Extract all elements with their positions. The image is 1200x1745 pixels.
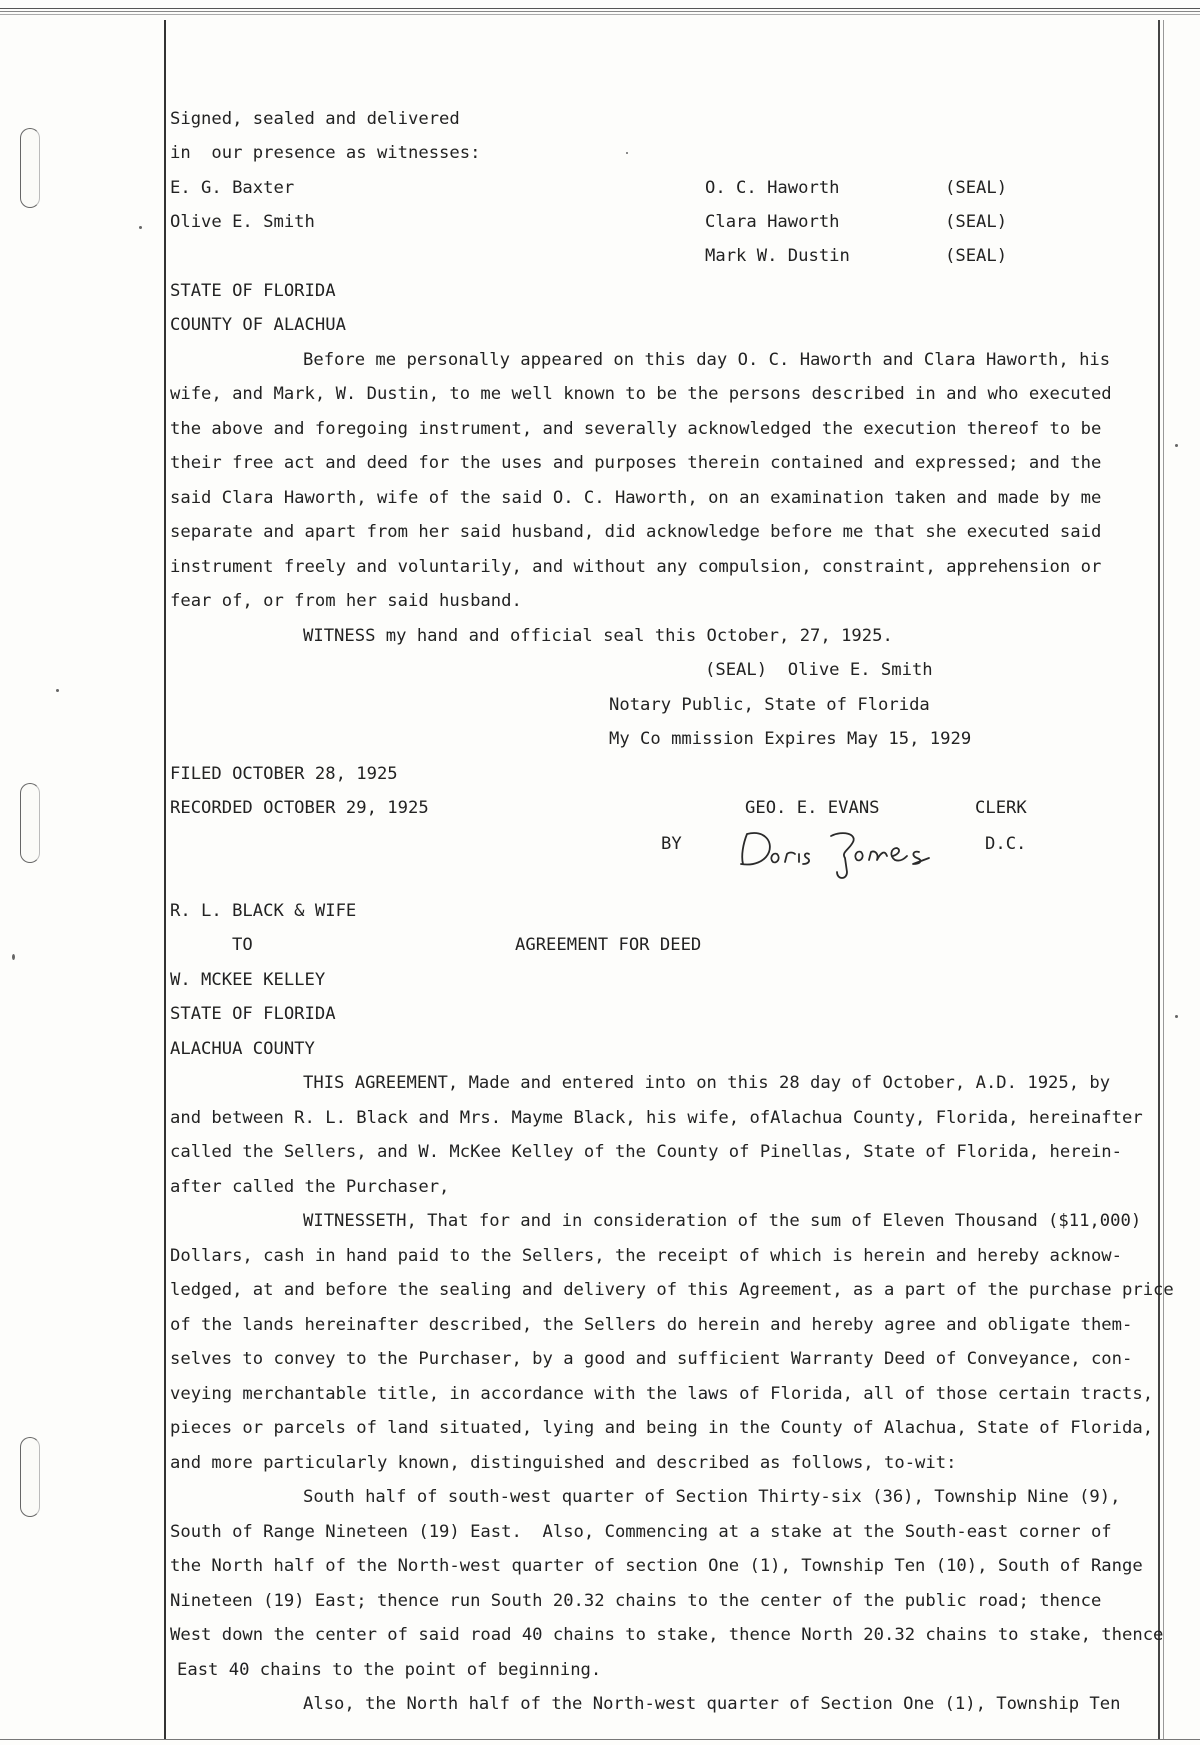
binder-hole	[20, 783, 40, 863]
venue-county: COUNTY OF ALACHUA	[170, 315, 346, 335]
binder-hole	[20, 128, 40, 208]
scan-speck	[139, 226, 142, 229]
left-margin-rule	[164, 20, 166, 1740]
filed-date: FILED OCTOBER 28, 1925	[170, 764, 398, 784]
signer-name: O. C. Haworth	[705, 178, 840, 198]
agreement-line: and more particularly known, distinguished and described as follows, to-wit:	[170, 1453, 957, 1473]
agreement-line: of the lands hereinafter described, the Sellers do herein and hereby agree and obligate them-	[170, 1315, 1133, 1335]
witness-name: Olive E. Smith	[170, 212, 315, 232]
bottom-border-rule	[0, 1739, 1200, 1740]
clerk-title: CLERK	[975, 798, 1027, 818]
signer-name: Clara Haworth	[705, 212, 840, 232]
acknowledgment-line: wife, and Mark, W. Dustin, to me well known to be the persons described in and who executed	[170, 384, 1112, 404]
notary-name: (SEAL) Olive E. Smith	[705, 660, 933, 680]
scan-speck	[626, 152, 628, 154]
scan-speck	[12, 954, 15, 960]
grantor-party: R. L. BLACK & WIFE	[170, 901, 357, 921]
witness-name: E. G. Baxter	[170, 178, 295, 198]
grantee-party: W. MCKEE KELLEY	[170, 970, 326, 990]
right-margin-rule	[1158, 20, 1160, 1740]
witness-intro-line: Signed, sealed and delivered	[170, 109, 460, 129]
by-label: BY	[661, 834, 682, 854]
top-border-rule	[0, 11, 1200, 12]
agreement-line: Dollars, cash in hand paid to the Sellers, the receipt of which is herein and hereby acknow-	[170, 1246, 1122, 1266]
agreement-line: after called the Purchaser,	[170, 1177, 450, 1197]
agreement-line: selves to convey to the Purchaser, by a good and sufficient Warranty Deed of Conveyance, con-	[170, 1349, 1133, 1369]
agreement-line: THIS AGREEMENT, Made and entered into on this 28 day of October, A.D. 1925, by	[303, 1073, 1111, 1093]
seal-mark: (SEAL)	[945, 178, 1008, 198]
deputy-clerk-signature	[733, 822, 963, 882]
seal-mark: (SEAL)	[945, 246, 1008, 266]
notary-commission: My Co mmission Expires May 15, 1929	[609, 729, 972, 749]
agreement-line: veying merchantable title, in accordance with the laws of Florida, all of those certain tracts,	[170, 1384, 1154, 1404]
acknowledgment-line: their free act and deed for the uses and purposes therein contained and expressed; and the	[170, 453, 1102, 473]
legal-description-line: South of Range Nineteen (19) East. Also, Commencing at a stake at the South-east corner of	[170, 1522, 1112, 1542]
witness-intro-line: in our presence as witnesses:	[170, 143, 481, 163]
legal-description-line: East 40 chains to the point of beginning.	[177, 1660, 602, 1680]
top-border-rule	[0, 14, 1200, 15]
legal-description-line: Nineteen (19) East; thence run South 20.32 chains to the center of the public road; thence	[170, 1591, 1102, 1611]
top-border-rule	[0, 8, 1200, 9]
acknowledgment-line: Before me personally appeared on this day O. C. Haworth and Clara Haworth, his	[303, 350, 1111, 370]
notary-witness-line: WITNESS my hand and official seal this October, 27, 1925.	[303, 626, 893, 646]
legal-description-line: the North half of the North-west quarter of section One (1), Township Ten (10), South of Range	[170, 1556, 1143, 1576]
acknowledgment-line: instrument freely and voluntarily, and without any compulsion, constraint, apprehension or	[170, 557, 1102, 577]
deputy-clerk-title: D.C.	[985, 834, 1027, 854]
scan-speck	[1175, 444, 1178, 447]
scan-speck	[56, 689, 59, 692]
venue-county: ALACHUA COUNTY	[170, 1039, 315, 1059]
agreement-line: WITNESSETH, That for and in consideration of the sum of Eleven Thousand ($11,000)	[303, 1211, 1142, 1231]
agreement-line: pieces or parcels of land situated, lying and being in the County of Alachua, State of Florida,	[170, 1418, 1154, 1438]
recorded-date: RECORDED OCTOBER 29, 1925	[170, 798, 429, 818]
clerk-name: GEO. E. EVANS	[745, 798, 880, 818]
binder-hole	[20, 1437, 40, 1517]
scan-speck	[1175, 1015, 1178, 1018]
to-label: TO	[232, 935, 253, 955]
signer-name: Mark W. Dustin	[705, 246, 850, 266]
acknowledgment-line: fear of, or from her said husband.	[170, 591, 522, 611]
venue-state: STATE OF FLORIDA	[170, 281, 336, 301]
acknowledgment-line: separate and apart from her said husband, did acknowledge before me that she executed said	[170, 522, 1102, 542]
right-margin-rule	[1163, 20, 1164, 1740]
legal-description-line: Also, the North half of the North-west quarter of Section One (1), Township Ten	[303, 1694, 1121, 1714]
acknowledgment-line: the above and foregoing instrument, and severally acknowledged the execution thereof to be	[170, 419, 1102, 439]
legal-description-line: South half of south-west quarter of Section Thirty-six (36), Township Nine (9),	[303, 1487, 1121, 1507]
agreement-line: and between R. L. Black and Mrs. Mayme Black, his wife, ofAlachua County, Florida, hereinafter	[170, 1108, 1143, 1128]
legal-description-line: West down the center of said road 40 chains to stake, thence North 20.32 chains to stake, thence	[170, 1625, 1164, 1645]
seal-mark: (SEAL)	[945, 212, 1008, 232]
document-title: AGREEMENT FOR DEED	[515, 935, 702, 955]
notary-title: Notary Public, State of Florida	[609, 695, 930, 715]
agreement-line: ledged, at and before the sealing and delivery of this Agreement, as a part of the purchase price	[170, 1280, 1174, 1300]
acknowledgment-line: said Clara Haworth, wife of the said O. C. Haworth, on an examination taken and made by me	[170, 488, 1102, 508]
agreement-line: called the Sellers, and W. McKee Kelley of the County of Pinellas, State of Florida, herein-	[170, 1142, 1122, 1162]
venue-state: STATE OF FLORIDA	[170, 1004, 336, 1024]
